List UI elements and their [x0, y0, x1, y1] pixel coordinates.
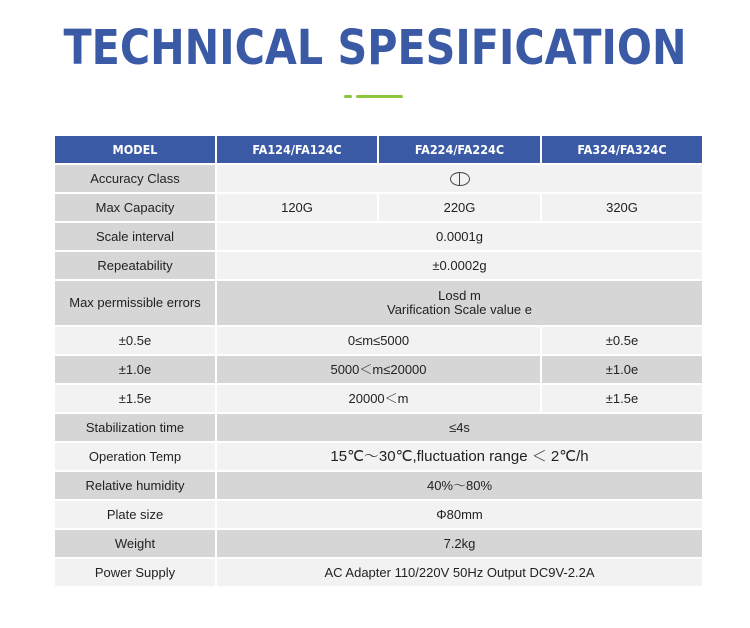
- table-row: [54, 355, 703, 384]
- stab-value: ≤4s: [216, 413, 703, 442]
- e05-right: ±0.5e: [541, 326, 703, 355]
- header-col1: FA124/FA124C: [216, 135, 378, 164]
- table-header-row: [54, 135, 703, 164]
- row-label-capacity: Max Capacity: [54, 193, 216, 222]
- mpe-line-2: Varification Scale value e: [386, 302, 532, 317]
- e05-range: 0≤m≤5000: [216, 326, 541, 355]
- capacity-value-3: 320G: [541, 193, 703, 222]
- repeat-value: ±0.0002g: [216, 251, 703, 280]
- weight-value: 7.2kg: [216, 529, 703, 558]
- capacity-value-1: 120G: [216, 193, 378, 222]
- capacity-value-2: 220G: [378, 193, 541, 222]
- header-col2: FA224/FA224C: [378, 135, 541, 164]
- row-label-repeat: Repeatability: [54, 251, 216, 280]
- e10-right: ±1.0e: [541, 355, 703, 384]
- page-title: TECHNICAL SPESIFICATION: [63, 20, 687, 76]
- row-label-power: Power Supply: [54, 558, 216, 587]
- mpe-value: [216, 280, 703, 326]
- mpe-line-1: Losd m: [438, 288, 481, 303]
- row-label-mpe: Max permissible errors: [54, 280, 216, 326]
- e15-range: 20000＜m: [216, 384, 541, 413]
- table-row: [54, 442, 703, 471]
- scale-value: 0.0001g: [216, 222, 703, 251]
- title-accent-line: [356, 95, 403, 98]
- table-row: [54, 193, 703, 222]
- table-row: [54, 222, 703, 251]
- e15-right: ±1.5e: [541, 384, 703, 413]
- row-label-scale: Scale interval: [54, 222, 216, 251]
- accuracy-class-symbol-icon: [450, 172, 470, 186]
- spec-table: [53, 134, 704, 588]
- table-row: [54, 558, 703, 587]
- row-label-e15: ±1.5e: [54, 384, 216, 413]
- plate-value: Φ80mm: [216, 500, 703, 529]
- table-row: [54, 500, 703, 529]
- title-accent-dot: [344, 95, 352, 98]
- row-label-humid: Relative humidity: [54, 471, 216, 500]
- row-label-stab: Stabilization time: [54, 413, 216, 442]
- table-row: [54, 471, 703, 500]
- temp-value: 15℃～30℃,fluctuation range ＜ 2℃/h: [216, 442, 703, 471]
- table-row: [54, 251, 703, 280]
- row-label-plate: Plate size: [54, 500, 216, 529]
- table-row: [54, 326, 703, 355]
- power-value: AC Adapter 110/220V 50Hz Output DC9V-2.2A: [216, 558, 703, 587]
- table-row: [54, 529, 703, 558]
- table-row: [54, 384, 703, 413]
- header-model: MODEL: [54, 135, 216, 164]
- e10-range: 5000＜m≤20000: [216, 355, 541, 384]
- table-row: [54, 413, 703, 442]
- row-label-e10: ±1.0e: [54, 355, 216, 384]
- row-label-temp: Operation Temp: [54, 442, 216, 471]
- row-label-accuracy: Accuracy Class: [54, 164, 216, 193]
- table-row: [54, 164, 703, 193]
- row-label-e05: ±0.5e: [54, 326, 216, 355]
- row-label-weight: Weight: [54, 529, 216, 558]
- humid-value: 40%～80%: [216, 471, 703, 500]
- table-row: [54, 280, 703, 326]
- header-col3: FA324/FA324C: [541, 135, 703, 164]
- accuracy-value: [216, 164, 703, 193]
